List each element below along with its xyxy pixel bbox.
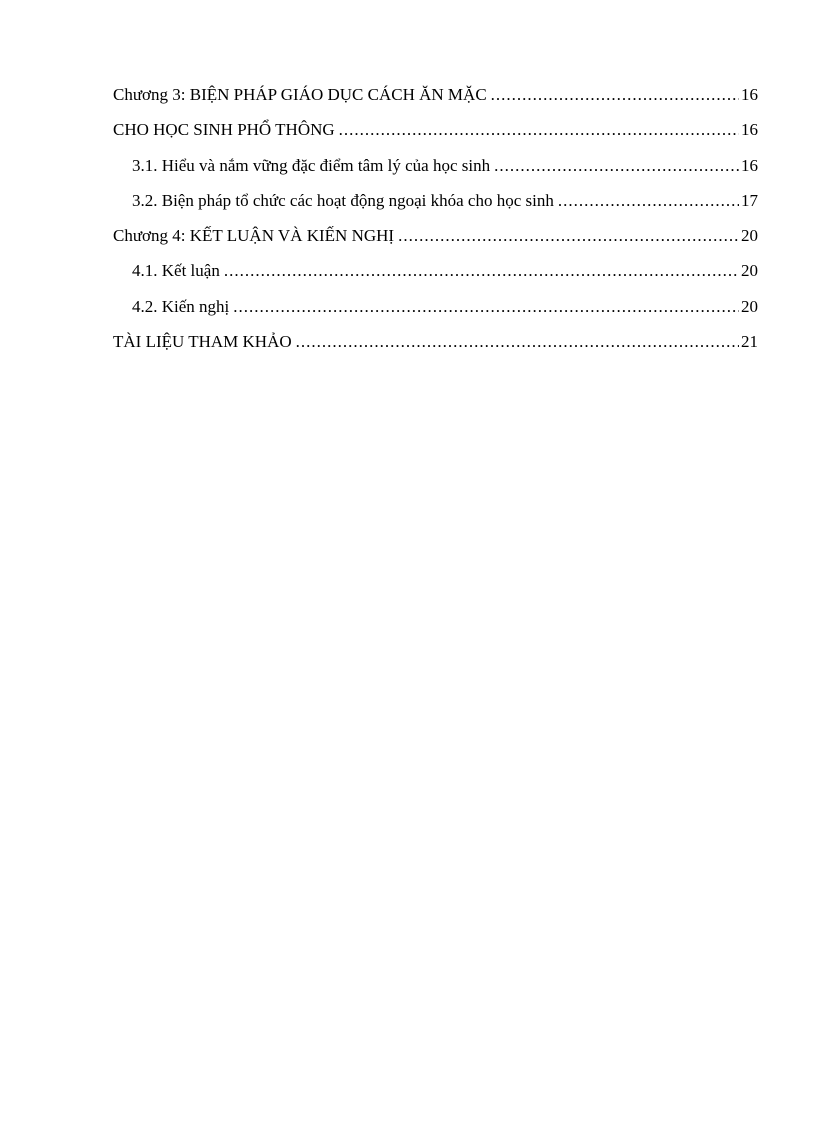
toc-entry-title: Chương 4: KẾT LUẬN VÀ KIẾN NGHỊ [113, 226, 395, 246]
toc-dot-leader [224, 258, 739, 284]
toc-page-number: 21 [741, 332, 758, 352]
toc-dot-leader [296, 329, 739, 355]
toc-entry-title: 3.1. Hiểu và nắm vững đặc điểm tâm lý của học sinh [132, 155, 491, 175]
toc-dot-leader [339, 117, 739, 143]
toc-entry-chapter-3[interactable] [113, 82, 758, 117]
toc-page-number: 17 [741, 190, 758, 210]
toc-page-number: 20 [741, 226, 758, 246]
toc-dot-leader [233, 294, 739, 320]
toc-entry-section-3-2[interactable] [113, 188, 758, 223]
toc-page-number: 20 [741, 261, 758, 281]
toc-entry-references[interactable] [113, 329, 758, 364]
toc-entry-title: CHO HỌC SINH PHỔ THÔNG [113, 120, 335, 140]
toc-dot-leader [558, 188, 739, 214]
toc-dot-leader [491, 82, 739, 108]
toc-entry-chapter-4[interactable] [113, 223, 758, 258]
toc-page-number: 20 [741, 296, 758, 316]
toc-dot-leader [494, 153, 739, 179]
toc-dot-leader [398, 223, 739, 249]
toc-entry-section-3-1[interactable] [113, 153, 758, 188]
toc-entry-section-4-1[interactable] [113, 258, 758, 293]
toc-entry-title: TÀI LIỆU THAM KHẢO [113, 332, 292, 352]
toc-entry-title: 3.2. Biện pháp tổ chức các hoạt động ngoại khóa cho học sinh [132, 190, 554, 210]
toc-entry-section-4-2[interactable] [113, 294, 758, 329]
toc-page-number: 16 [741, 120, 758, 140]
toc-entry-title: Chương 3: BIỆN PHÁP GIÁO DỤC CÁCH ĂN MẶC [113, 85, 487, 104]
toc-entry-chapter-3-continued[interactable] [113, 117, 758, 152]
toc-entry-title: 4.2. Kiến nghị [132, 296, 230, 316]
table-of-contents [113, 82, 758, 364]
toc-entry-title: 4.1. Kết luận [132, 261, 220, 281]
toc-page-number: 16 [741, 85, 758, 104]
toc-page-number: 16 [741, 155, 758, 175]
